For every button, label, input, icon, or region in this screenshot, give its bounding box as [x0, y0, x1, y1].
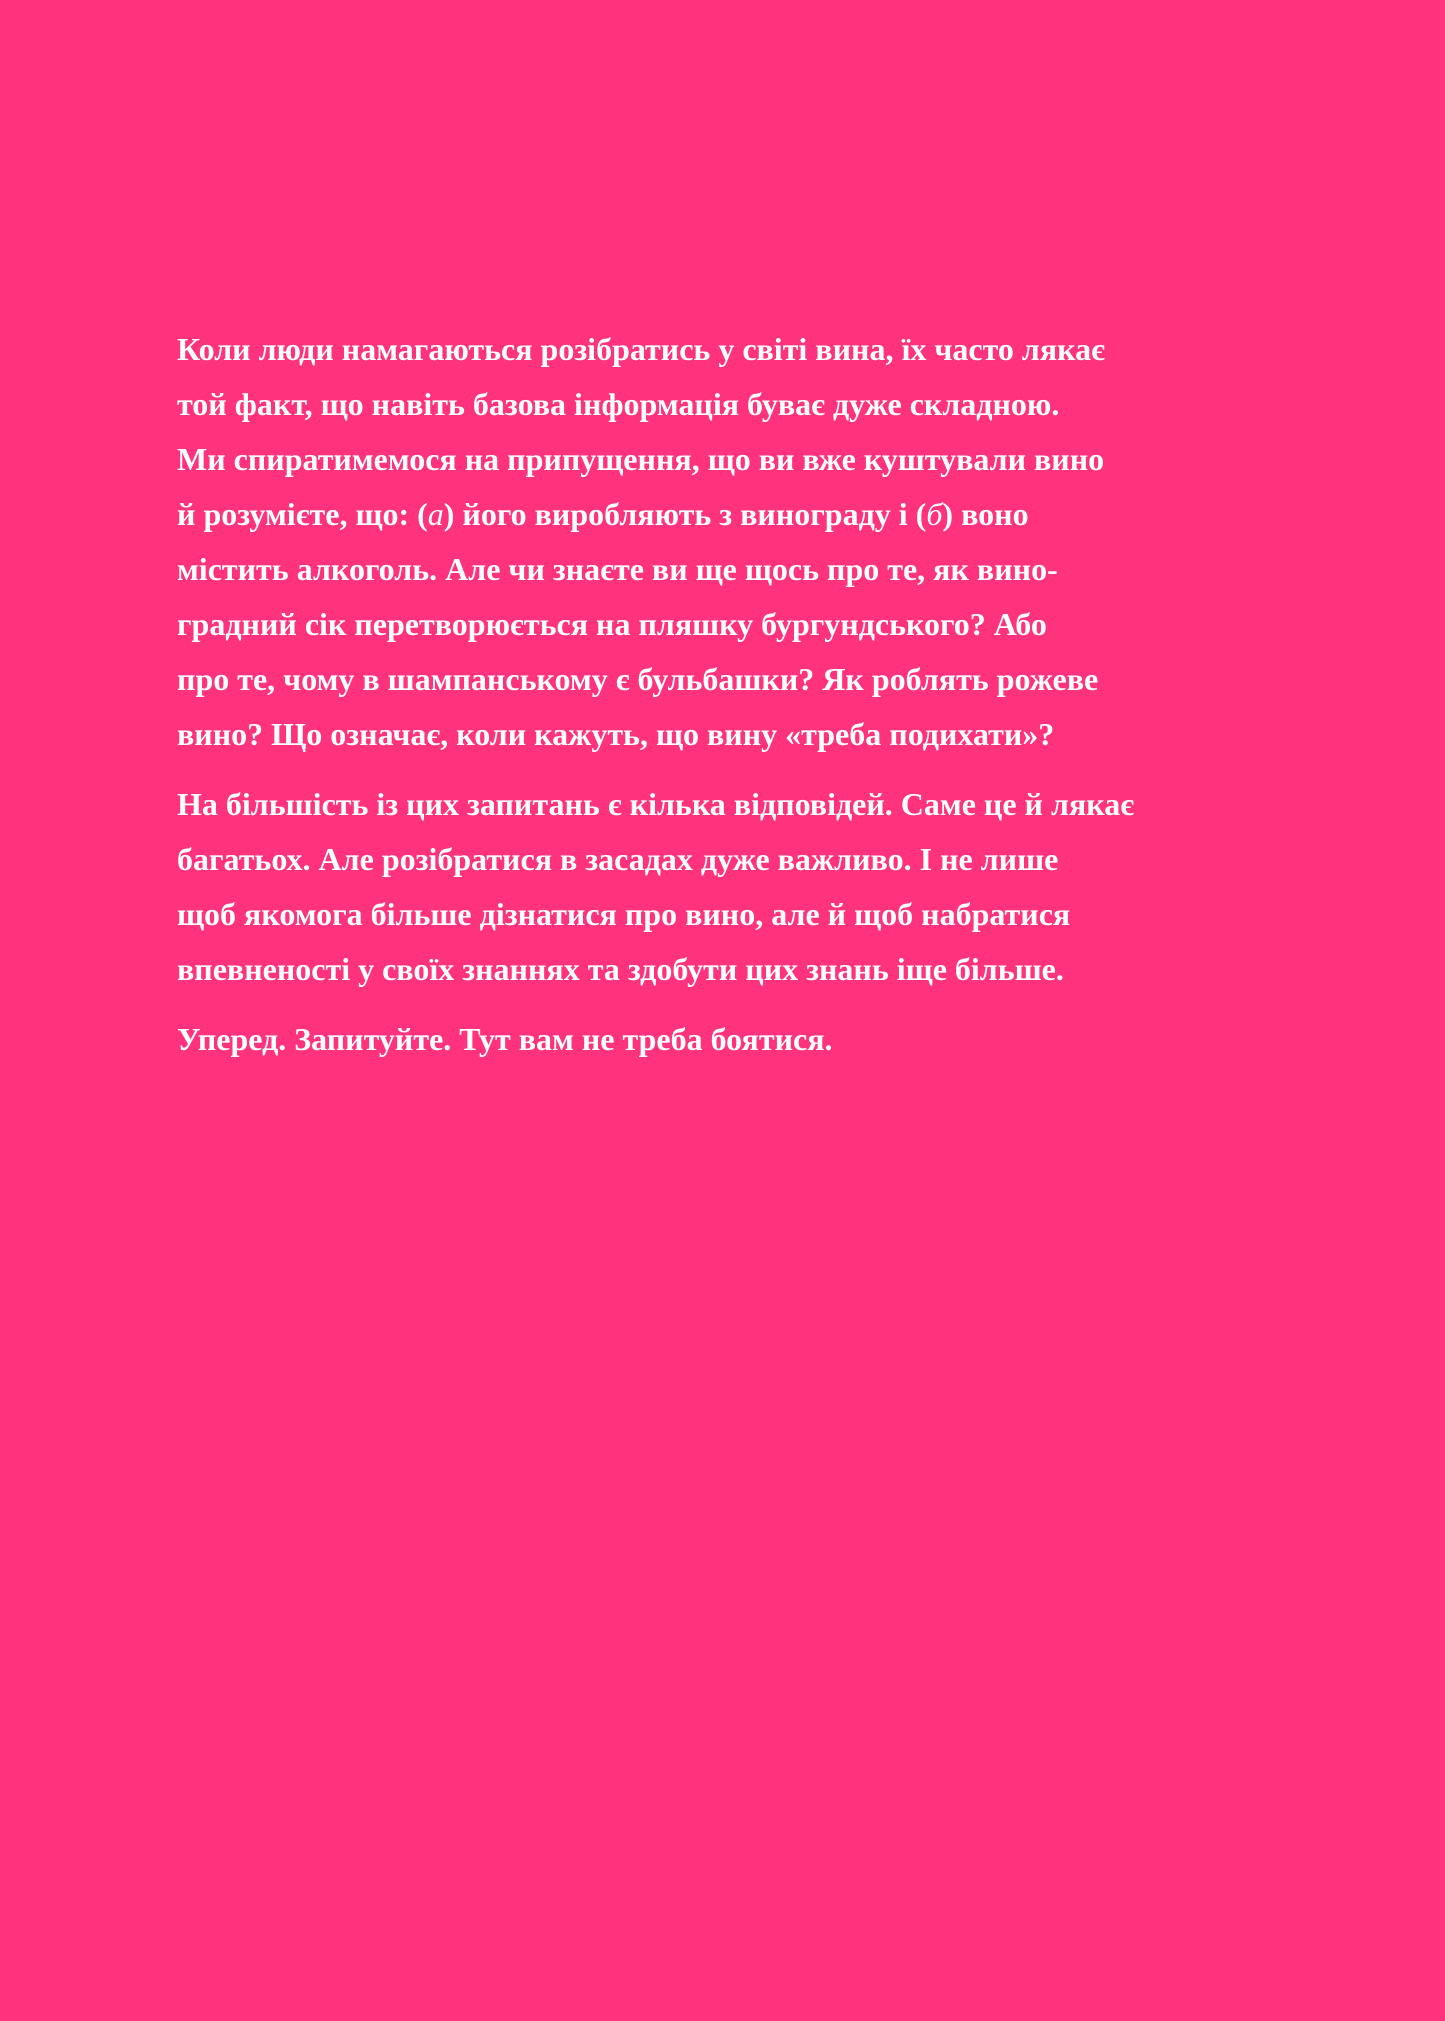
paragraph-2 [177, 777, 1217, 997]
paragraph-2-line-4: впевненості у своїх знаннях та здобути цих знань іще більше. [177, 951, 1064, 987]
paragraph-2-line-2: багатьох. Але розібратися в засадах дуже важливо. І не лише [177, 841, 1059, 877]
paragraph-3-line-1: Уперед. Запитуйте. Тут вам не треба боятися. [177, 1021, 833, 1057]
paragraph-1-line-4-part-c: ) воно [942, 496, 1029, 532]
paragraph-2-line-1: На більшість із цих запитань є кілька відповідей. Саме це й лякає [177, 786, 1135, 822]
paragraph-1-line-4-italic-b: б [926, 496, 943, 532]
paragraph-1-line-8: вино? Що означає, коли кажуть, що вину «треба подихати»? [177, 716, 1055, 752]
paragraph-1-line-3: Ми спиратимемося на припущення, що ви вже куштували вино [177, 441, 1105, 477]
text-block [177, 322, 1217, 1067]
paragraph-1-line-2: той факт, що навіть базова інформація буває дуже складною. [177, 386, 1060, 422]
paragraph-1-line-5: містить алкоголь. Але чи знаєте ви ще щось про те, як вино- [177, 551, 1058, 587]
paragraph-1-line-4 [177, 487, 1217, 542]
paragraph-1-line-6: градний сік перетворюється на пляшку бургундського? Або [177, 606, 1047, 642]
paragraph-1-line-4-italic-a: а [427, 496, 444, 532]
paragraph-3 [177, 1012, 1217, 1067]
paragraph-2-line-3: щоб якомога більше дізнатися про вино, але й щоб набратися [177, 896, 1071, 932]
paragraph-1-line-1: Коли люди намагаються розібратись у світі вина, їх часто лякає [177, 331, 1105, 367]
paragraph-1 [177, 322, 1217, 762]
paragraph-1-line-4-part-b: ) його виробляють з винограду і ( [443, 496, 927, 532]
paragraph-1-line-4-part-a: й розумієте, що: ( [177, 496, 428, 532]
paragraph-1-line-7: про те, чому в шампанському є бульбашки? Як роблять рожеве [177, 661, 1099, 697]
